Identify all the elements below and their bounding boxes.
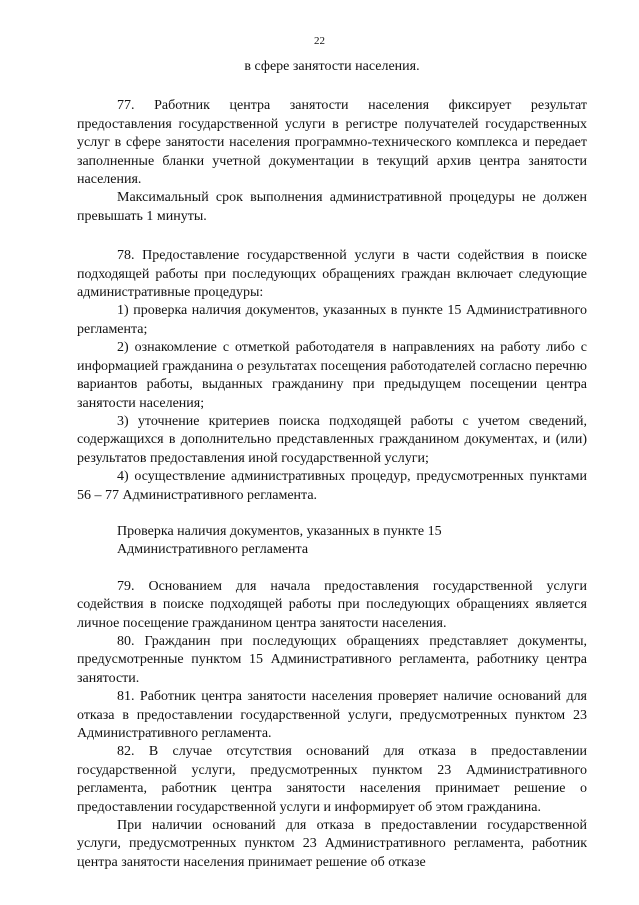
spacer [77, 76, 587, 97]
paragraph-77: 77. Работник центра занятости населения фиксирует результат предоставления государственной услуги в регистре получателей государственных услуг в сфере занятости населения программно-технического комплекса и передает заполненные бланки учетной документации в текущий архив центра занятости населения. [77, 98, 587, 188]
page-number: 22 [314, 35, 325, 47]
continuation-line: в сфере занятости населения. [244, 59, 420, 74]
paragraph-78-item-2: 2) ознакомление с отметкой работодателя в направлениях на работу либо с информацией гражданина о результатах посещения работодателей согласно перечню вариантов работы, выданных гражданину при предыдущем посещении центра занятости населения; [77, 340, 587, 411]
spacer [77, 505, 587, 523]
paragraph-82: 82. В случае отсутствия оснований для отказа в предоставлении государственной услуги, предусмотренных пунктом 23 Административного регламента, работник центра занятости населения принимает решение о предоставлении государственной услуги и информирует об этом гражданина. [77, 744, 587, 815]
paragraph-78: 78. Предоставление государственной услуги в части содействия в поиске подходящей работы при последующих обращениях граждан включает следующие административные процедуры: [77, 248, 587, 301]
paragraph-79: 79. Основанием для начала предоставления государственной услуги содействия в поиске подходящей работы при последующих обращениях является личное посещение гражданином центра занятости населения. [77, 578, 587, 631]
spacer [77, 226, 587, 247]
paragraph-78-item-1: 1) проверка наличия документов, указанных в пункте 15 Административного регламента; [77, 303, 587, 337]
paragraph-82-refusal: При наличии оснований для отказа в предоставлении государственной услуги, предусмотренных пунктом 23 Административного регламента, работник центра занятости населения принимает решение об отказе [77, 818, 587, 870]
section-heading-line-1: Проверка наличия документов, указанных в пункте 15 [117, 523, 442, 539]
paragraph-80: 80. Гражданин при последующих обращениях представляет документы, предусмотренные пунктом 15 Административного регламента, работнику центра занятости. [77, 633, 587, 686]
section-heading-line-2: Административного регламента [117, 542, 309, 558]
paragraph-78-item-4: 4) осуществление административных процедур, предусмотренных пунктами 56 – 77 Административного регламента. [77, 469, 587, 503]
spacer [77, 560, 587, 578]
paragraph-81: 81. Работник центра занятости населения проверяет наличие оснований для отказа в предоставлении государственной услуги, предусмотренных пунктом 23 Административного регламента. [77, 689, 587, 741]
document-body [77, 58, 587, 872]
paragraph-78-item-3: 3) уточнение критериев поиска подходящей работы с учетом сведений, содержащихся в дополнительно представленных гражданином документах, и (или) результатов предоставления иной государственной услуги; [77, 413, 587, 466]
paragraph-77-max-time: Максимальный срок выполнения административной процедуры не должен превышать 1 минуты. [77, 190, 587, 224]
